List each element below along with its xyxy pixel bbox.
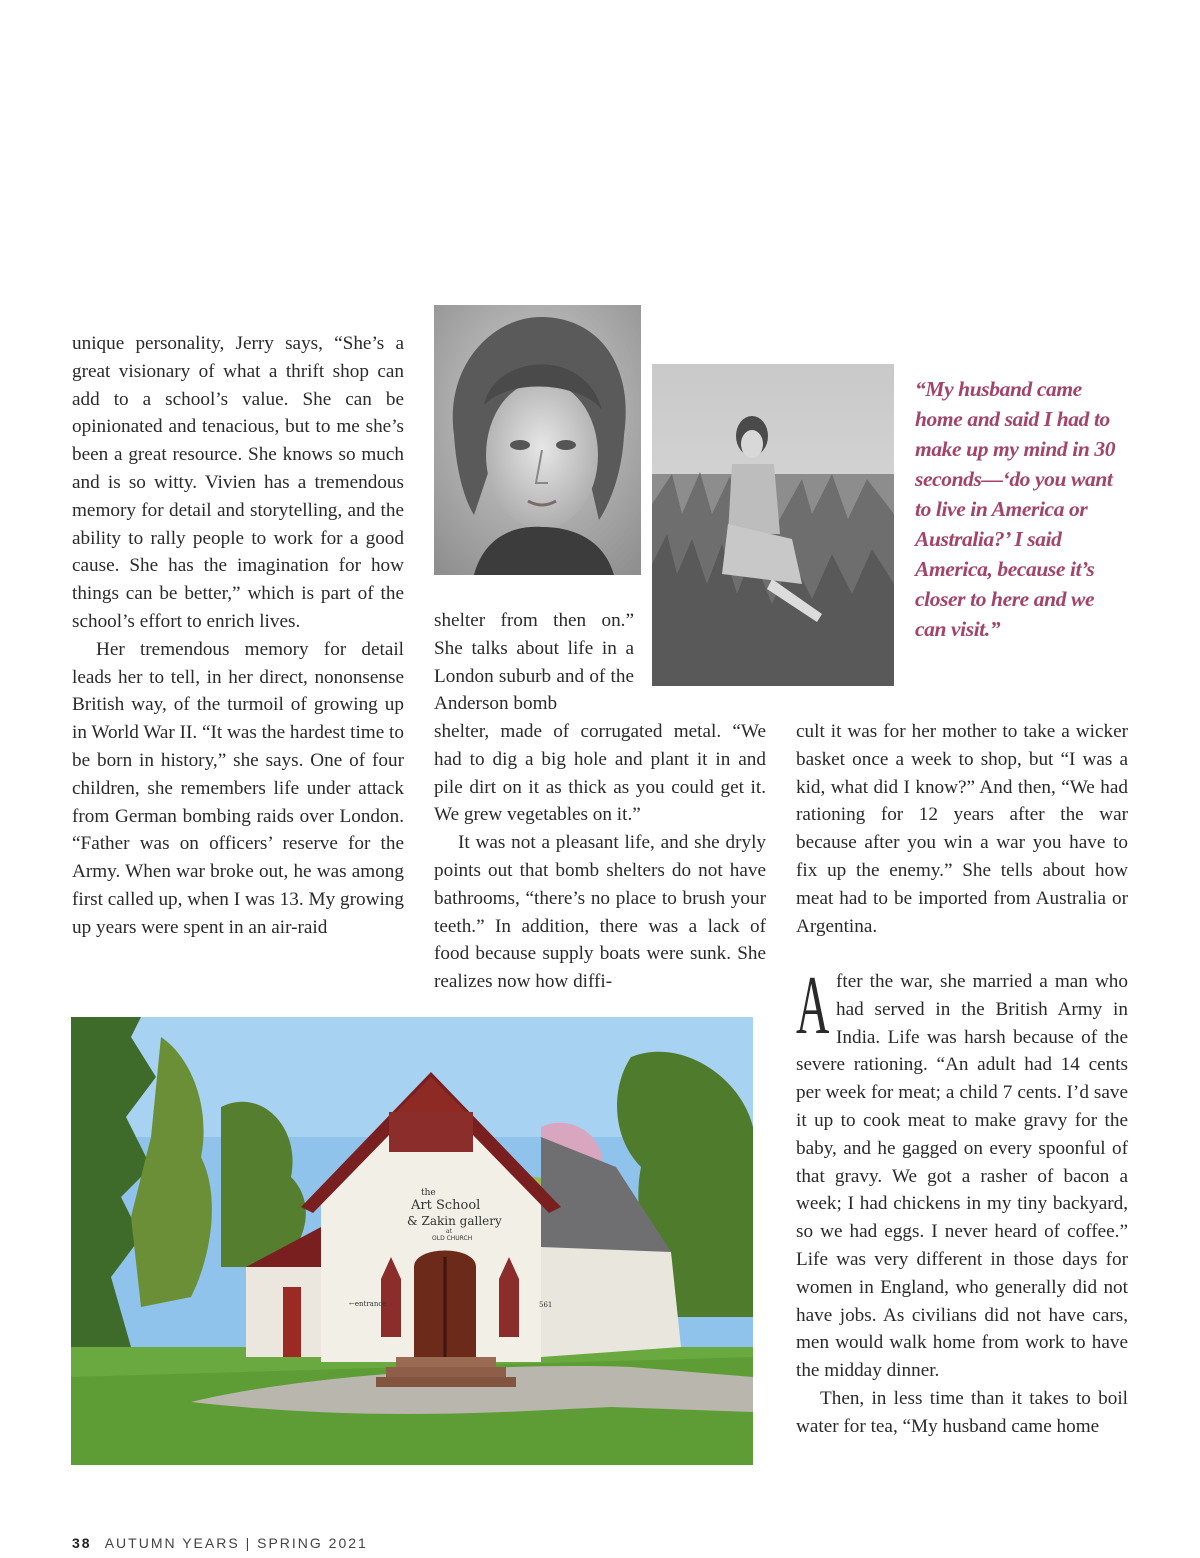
- sign-text: the: [421, 1188, 436, 1198]
- article-column-1: [72, 330, 404, 942]
- footer-separator: |: [245, 1535, 252, 1551]
- field-photo: [652, 364, 894, 686]
- page-footer: [72, 1535, 368, 1551]
- publication-name: AUTUMN YEARS: [104, 1535, 240, 1551]
- article-paragraph: It was not a pleasant life, and she dryly points out that bomb shelters do not have bathrooms, “there’s no place to brush your teeth.” In addition, there was a lack of food because supply boats were sunk. She realizes now how diffi-: [434, 832, 766, 993]
- sign-text: & Zakin gallery: [407, 1214, 502, 1228]
- sign-text: at: [446, 1228, 452, 1235]
- article-column-2: [434, 718, 766, 996]
- article-paragraph: shelter, made of corrugated metal. “We had to dig a big hole and plant it in and pile dirt on it as thick as you could get it. We grew vegetables on it.”: [434, 721, 766, 826]
- sign-text: Art School: [411, 1198, 481, 1213]
- street-number: 561: [539, 1301, 553, 1309]
- article-paragraph: shelter from then on.” She talks about life in a London suburb and of the Anderson bomb: [434, 610, 634, 715]
- entrance-sign: ←entrance: [349, 1300, 387, 1308]
- portrait-photo: [434, 305, 641, 575]
- article-paragraph: [796, 959, 1128, 1385]
- pull-quote: “My husband came home and said I had to make up my mind in 30 seconds—‘do you want to live in America or Australia?’ I said America, because it’s closer to here and we can visit.”: [915, 377, 1116, 641]
- sign-text: OLD CHURCH: [432, 1235, 473, 1242]
- issue-date: SPRING 2021: [257, 1535, 368, 1551]
- drop-cap: A: [796, 959, 830, 1052]
- page-number: 38: [72, 1535, 92, 1551]
- drop-cap-paragraph-text: fter the war, she married a man who had served in the British Army in India. Life was harsh because of the severe rationing. “An adult had 14 cents per week for meat; a child 7 cents. I’d save it up to cook meat to make gravy for the baby, and he gagged on every spoonful of that gravy. We got a rasher of bacon a week; I had chickens in my tiny backyard, so we had eggs. I never heard of coffee.” Life was very different in those days for women in England, who generally did not have jobs. As civilians did not have cars, men would walk home from work to have the midday dinner.: [796, 971, 1128, 1382]
- article-paragraph: Her tremendous memory for detail leads her to tell, in her direct, nononsense British way, of the turmoil of growing up in World War II. “It was the hardest time to be born in history,” she says. One of four children, she remembers life under attack from German bombing raids over London. “Father was on officers’ reserve for the Army. When war broke out, he was among first called up, when I was 13. My growing up years were spent in an air-raid: [72, 638, 404, 938]
- article-column-3-top: [796, 718, 1128, 940]
- article-column-3: [796, 959, 1128, 1441]
- article-paragraph: Then, in less time than it takes to boil water for tea, “My husband came home: [796, 1387, 1128, 1437]
- article-column-2-narrow: [434, 607, 634, 718]
- article-paragraph: unique personality, Jerry says, “She’s a great visionary of what a thrift shop can add to a school’s value. She can be opinionated and tenacious, but to me she’s been a great resource. She knows so much and is so witty. Vivien has a tremendous memory for detail and storytelling, and the ability to rally people to work for a good cause. She has the imagination for how things can be better,” which is part of the school’s effort to enrich lives.: [72, 333, 404, 632]
- art-school-building-photo: [71, 1017, 753, 1465]
- article-paragraph: cult it was for her mother to take a wicker basket once a week to shop, but “I was a kid, what did I know?” And then, “We had rationing for 12 years after the war because after you win a war you have to fix up the enemy.” She tells about how meat had to be imported from Australia or Argentina.: [796, 721, 1128, 937]
